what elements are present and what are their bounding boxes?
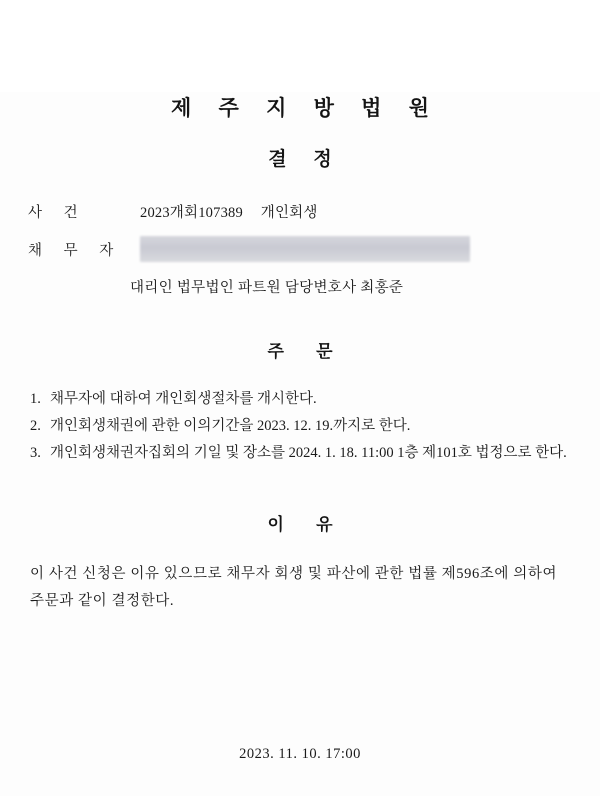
- court-title: 제 주 지 방 법 원: [171, 96, 440, 120]
- debtor-field-label: 채 무 자: [28, 242, 123, 259]
- section-heading-reason: 이 유: [267, 514, 347, 534]
- list-item-number: 3.: [30, 444, 41, 461]
- list-item: [30, 442, 572, 466]
- case-field-list: [0, 201, 600, 262]
- document-type-heading: 결 정: [268, 149, 343, 170]
- reason-body: [0, 561, 600, 616]
- case-field-value: [140, 201, 572, 222]
- document-page: [0, 92, 600, 796]
- decision-datestamp: 2023. 11. 10. 17:00: [239, 746, 361, 762]
- case-field-row: [28, 201, 572, 222]
- case-name: 개인회생: [260, 205, 318, 221]
- reason-paragraph: 이 사건 신청은 이유 있으므로 채무자 회생 및 파산에 관한 법률 제596조에 의하여 주문과 같이 결정한다.: [30, 565, 558, 610]
- legal-representative-line: 대리인 법무법인 파트원 담당변호사 최홍준: [130, 280, 404, 296]
- debtor-field-value: [140, 236, 572, 262]
- list-item-text: 채무자에 대하여 개인회생절차를 개시한다.: [50, 391, 317, 407]
- section-heading-order: 주 문: [267, 342, 347, 361]
- debtor-field-row: [28, 236, 572, 262]
- case-number: 2023개회107389: [140, 205, 243, 221]
- list-item-text: 개인회생채권에 관한 이의기간을 2023. 12. 19.까지로 한다.: [50, 417, 411, 434]
- list-item-number: 2.: [30, 417, 41, 434]
- redaction-bar: [140, 236, 470, 262]
- list-item-number: 1.: [30, 391, 41, 407]
- list-item: [30, 415, 572, 439]
- list-item: [30, 388, 572, 412]
- order-item-list: [0, 388, 600, 466]
- case-field-label: 사 건: [28, 205, 87, 221]
- list-item-text: 개인회생채권자집회의 기일 및 장소를 2024. 1. 18. 11:00 1층 제101호 법정으로 한다.: [50, 444, 567, 461]
